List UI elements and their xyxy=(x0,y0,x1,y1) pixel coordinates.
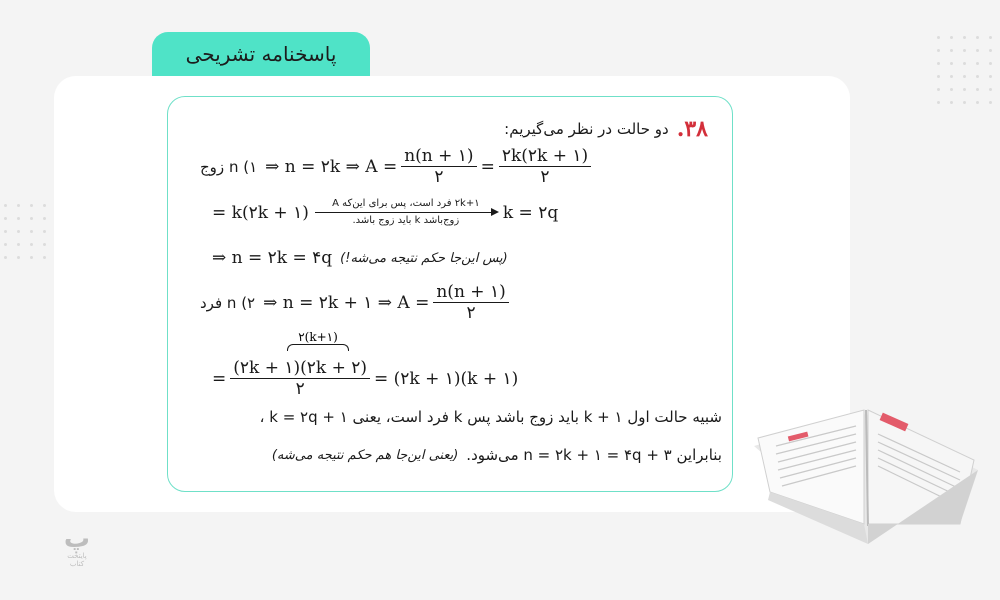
case2-line xyxy=(200,282,513,323)
overbrace xyxy=(286,330,350,351)
overbrace-label: ۲(k+۱) xyxy=(298,330,338,344)
case1-fraction-1 xyxy=(401,146,476,187)
fraction-numerator: (۲k + ۱)(۲k + ۲) xyxy=(230,358,370,379)
step4-lead: = xyxy=(212,368,227,389)
fraction-numerator: n(n + ۱) xyxy=(433,282,508,303)
decorative-dots-left xyxy=(4,204,46,259)
step3-expression: ⇒ n = ۲k = ۴q xyxy=(212,248,333,268)
equals-sign: = xyxy=(480,156,495,177)
arrow-bottom-text: زوج‌باشد k باید زوج باشد. xyxy=(352,215,460,227)
conclusion-line-2 xyxy=(272,446,722,464)
open-book-icon xyxy=(748,374,984,554)
conclusion-text: بنابراین n = ۲k + ۱ = ۴q + ۳ می‌شود. xyxy=(466,446,722,464)
answer-key-tag: پاسخنامه تشریحی xyxy=(152,32,370,76)
step4-rhs: = (۲k + ۱)(k + ۱) xyxy=(374,368,519,389)
question-intro: دو حالت در نظر می‌گیریم: xyxy=(504,120,669,138)
case1-line xyxy=(200,146,595,187)
case1-label: ۱) n زوج xyxy=(200,157,258,176)
step4-line xyxy=(212,358,518,399)
overbrace-icon xyxy=(287,344,349,351)
fraction-numerator: n(n + ۱) xyxy=(401,146,476,167)
fraction-denominator: ۲ xyxy=(466,303,476,323)
logo-text: پایتخت کتاب xyxy=(67,552,87,568)
step3-note: (پس این‌جا حکم نتیجه می‌شه!) xyxy=(340,250,508,266)
fraction-numerator: ۲k(۲k + ۱) xyxy=(499,146,591,167)
question-header xyxy=(504,116,708,142)
step2-lhs: = k(۲k + ۱) xyxy=(212,202,309,223)
arrow-top-text: ۲k+۱ فرد است، پس برای این‌که A xyxy=(332,198,480,209)
logo-icon: پ xyxy=(63,524,91,554)
brand-logo xyxy=(62,526,92,568)
case1-fraction-2 xyxy=(499,146,591,187)
right-arrow-icon xyxy=(315,212,497,213)
fraction-denominator: ۲ xyxy=(434,167,444,187)
case2-fraction xyxy=(433,282,508,323)
conclusion-line-1: شبیه حالت اول k + ۱ باید زوج باشد پس k فرد است، یعنی k = ۲q + ۱ ، xyxy=(259,408,722,426)
labeled-arrow xyxy=(315,198,497,227)
fraction-denominator: ۲ xyxy=(540,167,550,187)
step2-rhs: k = ۲q xyxy=(502,202,559,223)
case2-label: ۲) n فرد xyxy=(200,293,256,312)
conclusion-note: (یعنی این‌جا هم حکم نتیجه می‌شه) xyxy=(271,447,459,463)
case1-implication: ⇒ n = ۲k ⇒ A = xyxy=(265,156,398,177)
step2-line xyxy=(212,198,558,227)
step4-fraction xyxy=(230,358,370,399)
case2-implication: ⇒ n = ۲k + ۱ ⇒ A = xyxy=(263,292,430,313)
decorative-dots-right xyxy=(937,36,992,104)
fraction-denominator: ۲ xyxy=(295,379,305,399)
step3-line xyxy=(212,248,508,268)
question-number: ۳۸. xyxy=(676,116,708,142)
